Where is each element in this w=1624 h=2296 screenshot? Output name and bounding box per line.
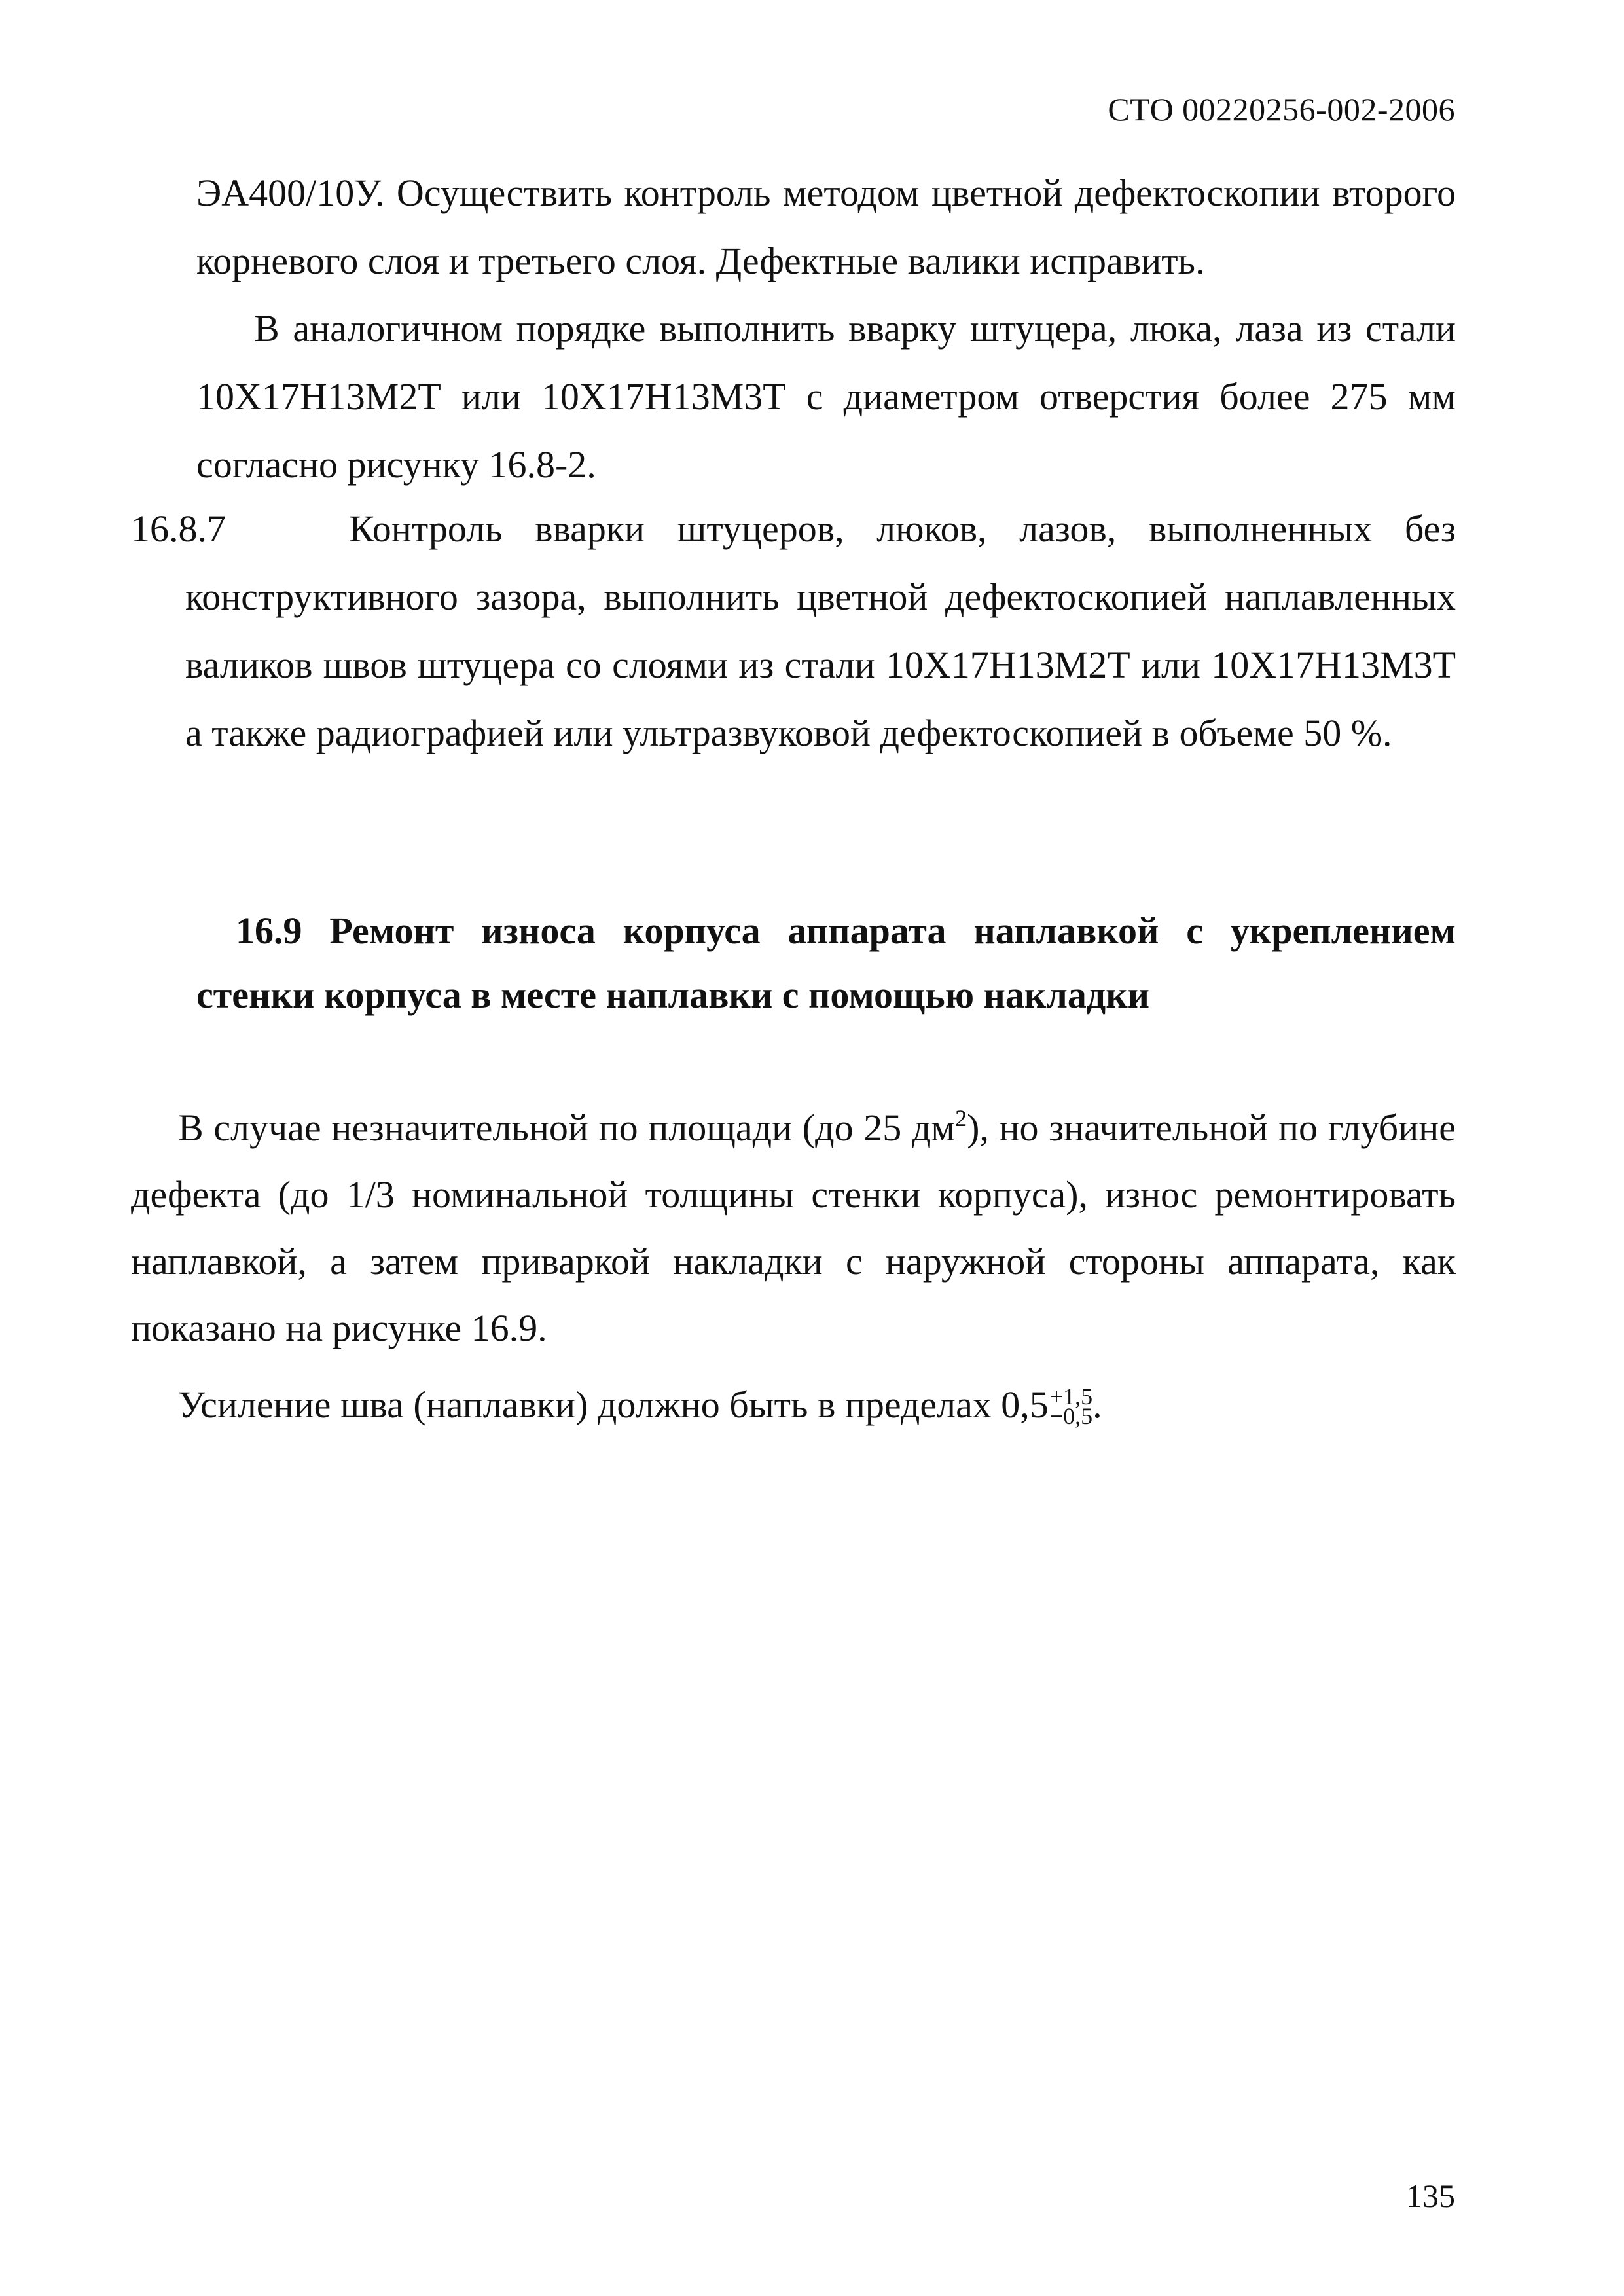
tolerance-lower: −0,5 [1049,1403,1093,1429]
item-number: 16.8.7 [131,507,226,550]
superscript-2: 2 [955,1105,967,1131]
page-number: 135 [1406,2178,1455,2214]
section-heading-16-9: 16.9 Ремонт износа корпуса аппарата наплавкой с укреплением стенки корпуса в месте наплавки с помощью накладки [196,909,1456,1016]
tolerance-upper: +1,5 [1049,1383,1093,1410]
reinforcement-text: Усиление шва (наплавки) должно быть в пределах 0,5 [178,1383,1049,1426]
paragraph-text-part-2: ), но значительной по глубине дефекта (до 1/3 номинальной толщины стенки корпуса), износ ремонтировать наплавкой, а затем приваркой накладки с наружной стороны аппарата, как показано на рисунке 16.9. [131,1106,1456,1349]
paragraph-text-part-1: В случае незначительной по площади (до 25 дм [178,1106,956,1149]
document-code: СТО 00220256-002-2006 [1108,91,1455,128]
sentence-end: . [1092,1383,1102,1426]
paragraph-weld-reinforcement [131,1371,1456,1439]
paragraph-similar-procedure: В аналогичном порядке выполнить вварку штуцера, люка, лаза из стали 10Х17Н13М2Т или 10Х17Н13М3Т с диаметром отверстия более 275 мм согласно рисунку 16.8-2. [196,307,1456,486]
paragraph-continuation: ЭА400/10У. Осуществить контроль методом цветной дефектоскопии второго корневого слоя и третьего слоя. Дефектные валики исправить. [196,172,1456,282]
tolerance [1049,1383,1093,1429]
item-text: Контроль вварки штуцеров, люков, лазов, выполненных без конструктивного зазора, выполнить цветной дефектоскопией наплавленных валиков швов штуцера со слоями из стали 10Х17Н13М2Т или 10Х17Н13М3Т а также радиографией или ультразвуковой дефектоскопией в объеме 50 %. [185,507,1456,754]
paragraph-repair-description [131,1095,1456,1362]
